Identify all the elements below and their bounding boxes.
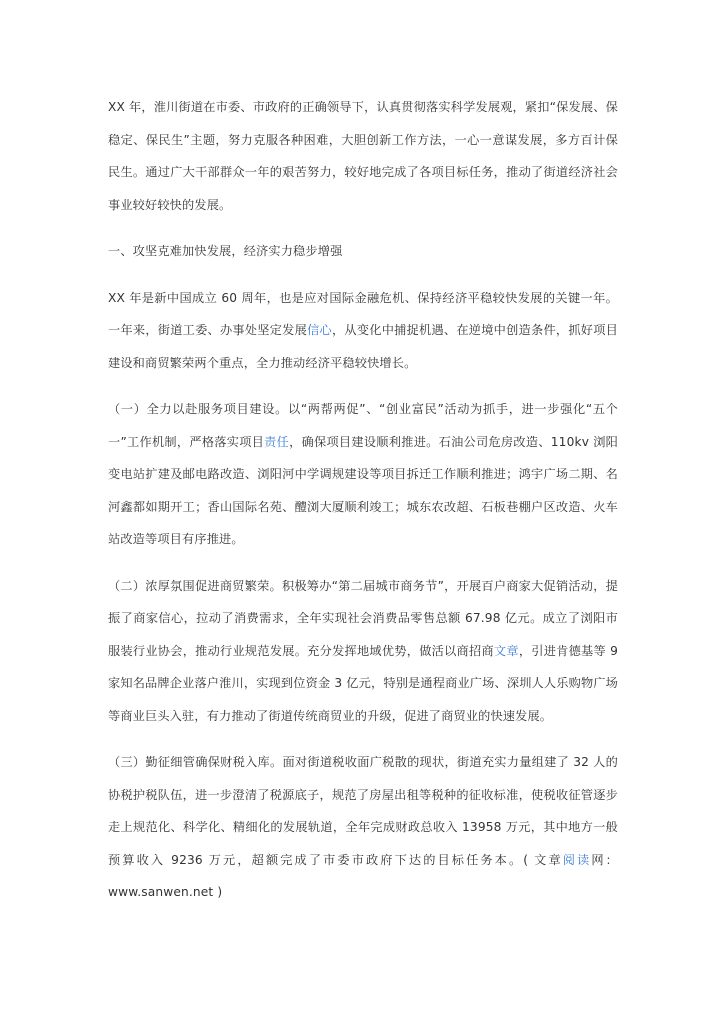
section-heading (108, 235, 618, 268)
paragraph-overview (108, 282, 618, 380)
link-yuedu[interactable]: 阅读 (562, 852, 592, 867)
commerce-text-1: （二）浓厚氛围促进商贸繁荣。积极筹办“第二届城市商务节”，开展百户商家大促销活动，提振了商家信心，拉动了消费需求，全年实现社会消费品零售总额 67.98 亿元。成立了浏阳市服装行业协会，推动行业规范发展。充分发挥地域优势，做活以商招商 (108, 578, 618, 658)
intro-text: XX 年，淮川街道在市委、市政府的正确领导下，认真贯彻落实科学发展观，紧扣“保发展、保稳定、保民生”主题，努力克服各种困难，大胆创新工作方法，一心一意谋发展，多方百计保民生。通过广大干部群众一年的艰苦努力，较好地完成了各项目标任务，推动了街道经济社会事业较好较快的发展。 (108, 100, 618, 212)
overview-text-1: XX 年是新中国成立 60 周年，也是应对国际金融危机、保持经济平稳较快发展的关键一年。一年来，街道工委、办事处坚定发展 (108, 290, 618, 337)
link-xinxin[interactable]: 信心 (307, 323, 332, 337)
paragraph-project-construction (108, 393, 618, 556)
overview-text-2: ，从变化中捕捉机遇、在逆境中创造条件，抓好项目建设和商贸繁荣两个重点，全力推动经济平稳较快增长。 (108, 323, 618, 370)
project-text-1: （一）全力以赴服务项目建设。以“两帮两促”、“创业富民”活动为抓手，进一步强化“五个一”工作机制，严格落实项目 (108, 402, 618, 449)
section-heading-text: 一、攻坚克难加快发展，经济实力稳步增强 (108, 244, 343, 258)
commerce-text-2: ，引进肯德基等 9 家知名品牌企业落户淮川，实现到位资金 3 亿元，特别是通程商业广场、深圳人人乐购物广场等商业巨头入驻，有力推动了街道传统商贸业的升级，促进了商贸业的快速发展。 (108, 643, 618, 723)
link-wenzhang[interactable]: 文章 (493, 643, 519, 658)
paragraph-intro (108, 91, 618, 221)
paragraph-commerce (108, 570, 618, 733)
paragraph-tax (108, 746, 618, 909)
link-zeren[interactable]: 责任 (264, 434, 290, 449)
tax-text-2: 网：www.sanwen.net ) (108, 852, 618, 899)
project-text-2: ，确保项目建设顺利推进。石油公司危房改造、110kv 浏阳变电站扩建及邮电路改造、浏阳河中学调规建设等项目拆迁工作顺利推进；鸿宇广场二期、名河鑫都如期开工；香山国际名苑、醴浏大厦顺利竣工；城东农改超、石板巷棚户区改造、火车站改造等项目有序推进。 (108, 434, 619, 546)
tax-text-1: （三）勤征细管确保财税入库。面对街道税收面广税散的现状，街道充实力量组建了 32 人的协税护税队伍，进一步澄清了税源底子，规范了房屋出租等税种的征收标准，使税收征管逐步走上规范化、科学化、精细化的发展轨道，全年完成财政总收入 13958 万元，其中地方一般预算收入 9236 万元，超额完成了市委市政府下达的目标任务本。( 文章 (108, 755, 618, 867)
